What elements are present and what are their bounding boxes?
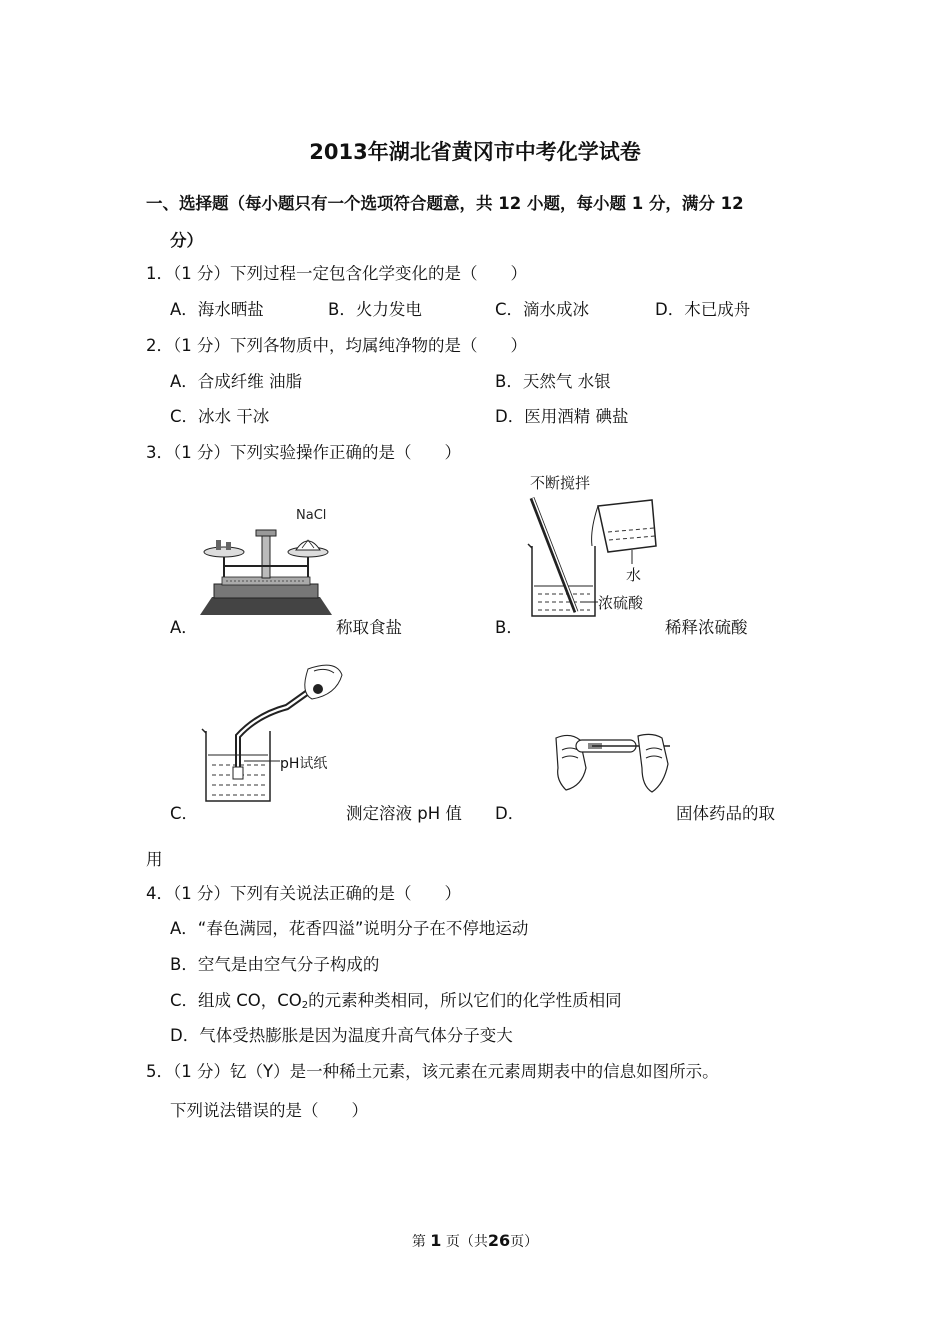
balance-illustration (196, 500, 336, 620)
question-3-stem: 3．（1 分）下列实验操作正确的是（ ） (146, 443, 461, 462)
q3-option-d-letter: D． (495, 804, 525, 823)
q1-option-d: D．木已成舟 (655, 300, 751, 319)
question-4-stem: 4．（1 分）下列有关说法正确的是（ ） (146, 884, 461, 903)
section-heading: 一、选择题（每小题只有一个选项符合题意，共 12 小题，每小题 1 分，满分 12 (146, 194, 744, 213)
q4-option-d: D．气体受热膨胀是因为温度升高气体分子变大 (170, 1026, 513, 1045)
q1-option-b: B．火力发电 (328, 300, 422, 319)
q1-option-a: A．海水晒盐 (170, 300, 264, 319)
nacl-label: NaCl (296, 508, 327, 523)
q2-option-b: B．天然气 水银 (495, 372, 611, 391)
q2-option-d: D．医用酒精 碘盐 (495, 407, 629, 426)
q2-option-c: C．冰水 干冰 (170, 407, 270, 426)
water-label: 水 (626, 566, 642, 584)
stirring-label: 不断搅拌 (530, 474, 591, 492)
dilution-illustration (520, 470, 665, 625)
q3-option-d-text: 固体药品的取 (676, 804, 775, 823)
q3-option-c-text: 测定溶液 pH 值 (346, 804, 462, 823)
q3-option-a-letter: A． (170, 618, 198, 637)
q3-option-b-text: 稀释浓硫酸 (665, 618, 748, 637)
section-heading-cont: 分） (170, 231, 203, 250)
total-pages: 26 (487, 1231, 511, 1250)
ph-test-illustration (196, 655, 346, 810)
page-number: 1 (430, 1231, 442, 1250)
q4-option-b: B．空气是由空气分子构成的 (170, 955, 380, 974)
q3-option-c-letter: C． (170, 804, 199, 823)
q3-option-a-text: 称取食盐 (336, 618, 402, 637)
sulfuric-acid-label: 浓硫酸 (598, 594, 644, 612)
q3-option-b-letter: B． (495, 618, 523, 637)
page-footer: 第 1 页（共26页） (411, 1231, 539, 1250)
q3-option-d-text-cont: 用 (146, 850, 163, 869)
q2-option-a: A．合成纤维 油脂 (170, 372, 303, 391)
page-title: 2013年湖北省黄冈市中考化学试卷 (309, 140, 641, 164)
question-2-stem: 2．（1 分）下列各物质中，均属纯净物的是（ ） (146, 336, 527, 355)
q4-option-a: A．“春色满园，花香四溢”说明分子在不停地运动 (170, 919, 529, 938)
q4-option-c: C．组成 CO，$CO_2$的元素种类相同，所以它们的化学性质相同 (170, 991, 622, 1011)
question-5-stem-cont: 下列说法错误的是（ ） (170, 1101, 368, 1120)
question-1-stem: 1．（1 分）下列过程一定包含化学变化的是（ ） (146, 264, 527, 283)
q1-option-c: C．滴水成冰 (495, 300, 590, 319)
ph-paper-label: pH试纸 (280, 756, 328, 772)
test-tube-illustration (552, 728, 676, 796)
question-5-stem: 5．（1 分）钇（Y）是一种稀土元素，该元素在元素周期表中的信息如图所示。 (146, 1062, 719, 1081)
